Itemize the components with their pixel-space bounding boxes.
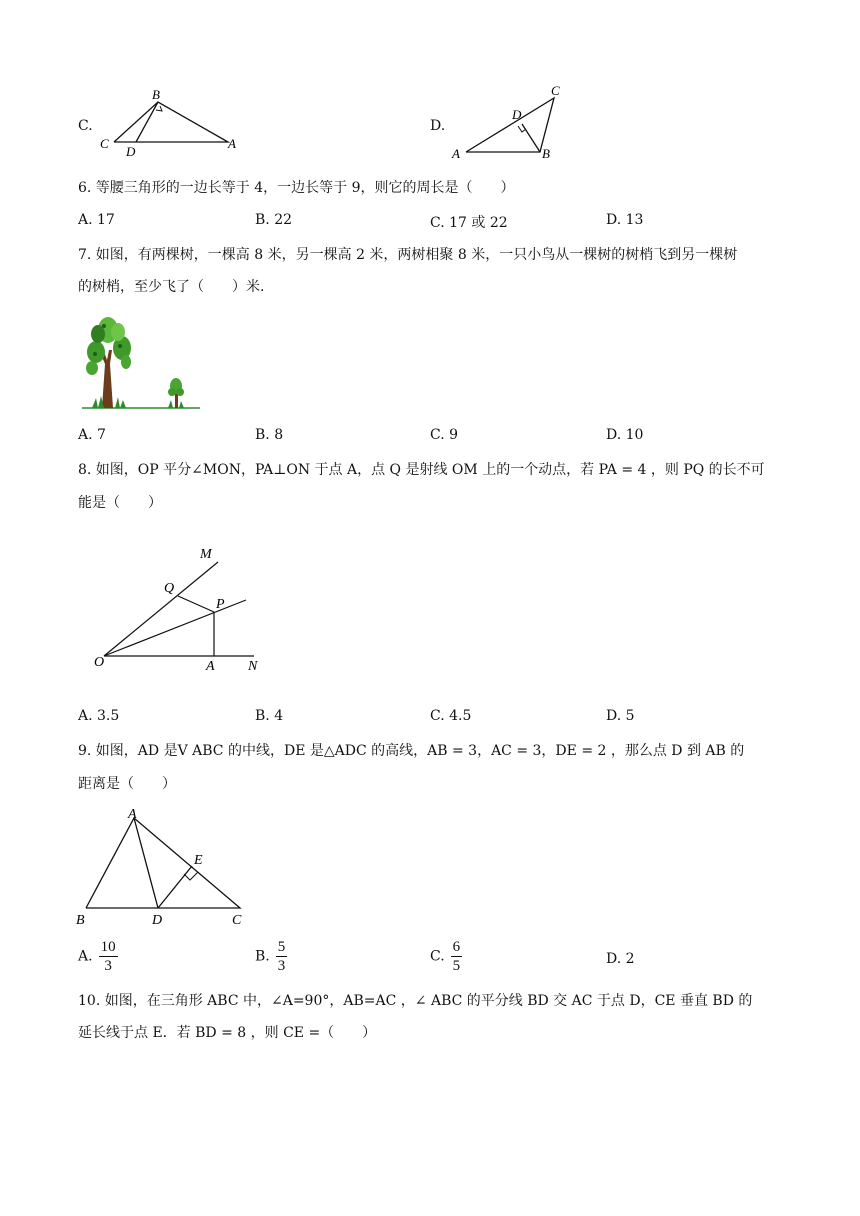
q9-option-b: B. $\frac{5}{3}$ xyxy=(255,939,286,974)
q6-option-a: A. 17 xyxy=(78,212,115,228)
q8-angle-figure xyxy=(88,538,278,680)
q9-option-a: A. $\frac{10}{3}$ xyxy=(78,939,116,974)
q8-option-c: C. 4.5 xyxy=(430,708,472,724)
label-p: P xyxy=(216,597,225,612)
q9-triangle-figure xyxy=(72,806,252,930)
label-c: C xyxy=(232,913,242,928)
label-a: A xyxy=(228,136,236,151)
q7-line2: 的树梢，至少飞了（ ）米. xyxy=(78,279,265,295)
label-b: B xyxy=(76,913,85,928)
label-b: B xyxy=(542,146,550,161)
q7-option-c: C. 9 xyxy=(430,427,459,443)
label-m: M xyxy=(200,547,212,562)
q6-text: 6. 等腰三角形的一边长等于 4，一边长等于 9，则它的周长是（ ） xyxy=(78,180,515,196)
q8-line1: 8. 如图，OP 平分∠MON，PA⊥ON 于点 A，点 Q 是射线 OM 上的一个动点，若 PA = 4 ，则 PQ 的长不可 xyxy=(78,462,765,478)
label-q: Q xyxy=(164,581,175,596)
label-c: C xyxy=(551,83,560,98)
q10-line2: 延长线于点 E．若 BD = 8 ，则 CE =（ ） xyxy=(78,1025,377,1041)
label-o: O xyxy=(94,655,105,670)
fraction: $\frac{10}{3}$ xyxy=(100,939,116,974)
q7-line1: 7. 如图，有两棵树，一棵高 8 米，另一棵高 2 米，两树相聚 8 米，一只小鸟从一棵树的树梢飞到另一棵树 xyxy=(78,247,738,263)
q9-line2: 距离是（ ） xyxy=(78,776,176,792)
option-c-label: C. xyxy=(78,118,93,134)
label-d: D xyxy=(126,144,136,158)
q6-option-d: D. 13 xyxy=(606,212,644,228)
q5-figure-d xyxy=(448,82,578,162)
label-a: A xyxy=(128,807,137,822)
label-d: D xyxy=(512,107,522,122)
option-d-label: D. xyxy=(430,118,446,134)
q10-line1: 10. 如图，在三角形 ABC 中，∠A=90°，AB=AC ，∠ ABC 的平分线 BD 交 AC 于点 D，CE 垂直 BD 的 xyxy=(78,993,753,1009)
label-d: D xyxy=(152,913,163,928)
label-c: C xyxy=(100,136,109,151)
q7-trees-figure xyxy=(80,312,204,412)
label-a: A xyxy=(206,659,215,674)
fraction: $\frac{5}{3}$ xyxy=(277,939,286,974)
q9-option-d: D. 2 xyxy=(606,951,635,967)
q6-option-c: C. 17 或 22 xyxy=(430,215,508,231)
q9-option-c: C. $\frac{6}{5}$ xyxy=(430,939,461,974)
label-a: A xyxy=(452,146,460,161)
q7-option-a: A. 7 xyxy=(78,427,106,443)
label-n: N xyxy=(248,659,258,674)
q8-option-a: A. 3.5 xyxy=(78,708,120,724)
q8-line2: 能是（ ） xyxy=(78,495,162,511)
label-b: B xyxy=(152,87,160,102)
q5-figure-c xyxy=(96,84,246,158)
q9-line1: 9. 如图，AD 是V ABC 的中线，DE 是△ADC 的高线，AB = 3，AC = 3，DE = 2 ，那么点 D 到 AB 的 xyxy=(78,743,745,759)
q8-option-d: D. 5 xyxy=(606,708,635,724)
q7-option-b: B. 8 xyxy=(255,427,284,443)
fraction: $\frac{6}{5}$ xyxy=(452,939,461,974)
label-e: E xyxy=(194,853,203,868)
q8-option-b: B. 4 xyxy=(255,708,284,724)
q6-option-b: B. 22 xyxy=(255,212,293,228)
q7-option-d: D. 10 xyxy=(606,427,644,443)
